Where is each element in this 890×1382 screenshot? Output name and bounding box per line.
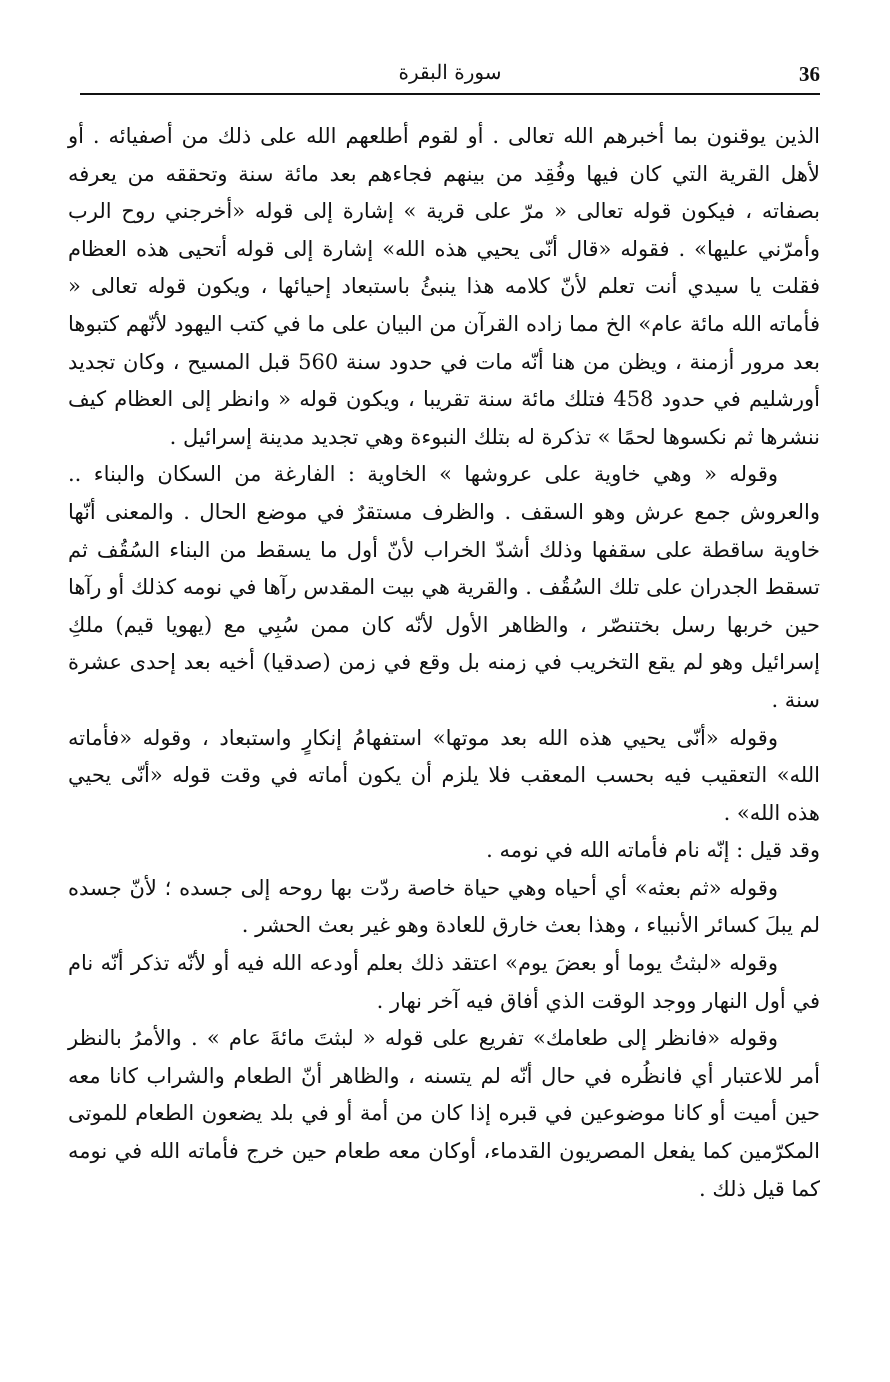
paragraph: وقد قيل : إنّه نام فأماته الله في نومه . <box>486 838 820 863</box>
page-header <box>80 58 820 94</box>
paragraph: وقوله «لبثتُ يوما أو بعضَ يوم» اعتقد ذلك بعلم أودعه الله فيه أو لأنّه تذكر أنّه نام في أول النهار ووجد الوقت الذي أفاق فيه آخر نهار . <box>68 951 820 1013</box>
header-divider <box>80 93 820 95</box>
surah-title: سورة البقرة <box>398 60 502 84</box>
paragraph: الذين يوقنون بما أخبرهم الله تعالى . أو لقوم أطلعهم الله على ذلك من أصفيائه . أو لأهل القرية التي كان فيها وفُقِد من بينهم فجاءهم بعد مائة سنة وتحققه من يعرفه بصفاته ، فيكون قوله تعالى « مرّ على قرية » إشارة إلى قوله «أخرجني روح الرب وأمرّني عليها» . فقوله «قال أنّى يحيي هذه الله» إشارة إلى قوله أتحيى هذه العظام فقلت يا سيدي أنت تعلم لأنّ كلامه هذا ينبئُ باستبعاد إحيائها ، ويكون قوله تعالى « فأماته الله مائة عام» الخ مما زاده القرآن من البيان على ما في كتب اليهود لأنّهم كتبوها بعد مرور أزمنة ، ويظن من هنا أنّه مات في حدود سنة 560 قبل المسيح ، وكان تجديد أورشليم في حدود 458 فتلك مائة سنة تقريبا ، ويكون قوله « وانظر إلى العظام كيف ننشرها ثم نكسوها لحمًا » تذكرة له بتلك النبوءة وهي تجديد مدينة إسرائيل . <box>68 124 821 449</box>
paragraph: وقوله « وهي خاوية على عروشها » الخاوية : الفارغة من السكان والبناء .. والعروش جمع عرش وهو السقف . والظرف مستقرٌ في موضع الحال . والمعنى أنّها خاوية ساقطة على سقفها وذلك أشدّ الخراب لأنّ أول ما يسقط من البناء السُقُف ثم تسقط الجدران على تلك السُقُف . والقرية هي بيت المقدس رآها في نومه كذلك أو رآها حين خربها رسل بختنصّر ، والظاهر الأول لأنّه كان ممن سُبِي مع (يهويا قيم) ملكِ إسرائيل وهو لم يقع التخريب في زمنه بل وقع في زمن (صدقيا) أخيه بعد إحدى عشرة سنة . <box>68 462 821 712</box>
paragraph: وقوله «فانظر إلى طعامك» تفريع على قوله « لبثتَ مائةَ عام » . والأمرُ بالنظر أمر للاعتبار أي فانظُره في حال أنّه لم يتسنه ، والظاهر أنّ الطعام والشراب كانا معه حين أميت أو كانا موضوعين في قبره إذا كان من أمة أو في بلد يضعون الطعام للموتى المكرّمين كما يفعل المصريون القدماء، أوكان معه طعام حين خرج فأماته الله في نومه كما قيل ذلك . <box>68 1026 821 1201</box>
paragraph: وقوله «ثم بعثه» أي أحياه وهي حياة خاصة ردّت بها روحه إلى جسده ؛ لأنّ جسده لم يبلَ كسائر الأنبياء ، وهذا بعث خارق للعادة وهو غير بعث الحشر . <box>68 875 820 938</box>
page-number: 36 <box>799 62 820 86</box>
body-text <box>68 118 820 1208</box>
paragraph: وقوله «أنّى يحيي هذه الله بعد موتها» استفهامُ إنكارٍ واستبعاد ، وقوله «فأماته الله» التعقيب فيه بحسب المعقب فلا يلزم أن يكون أماته في وقت قوله «أنّى يحيي هذه الله» . <box>68 725 820 825</box>
